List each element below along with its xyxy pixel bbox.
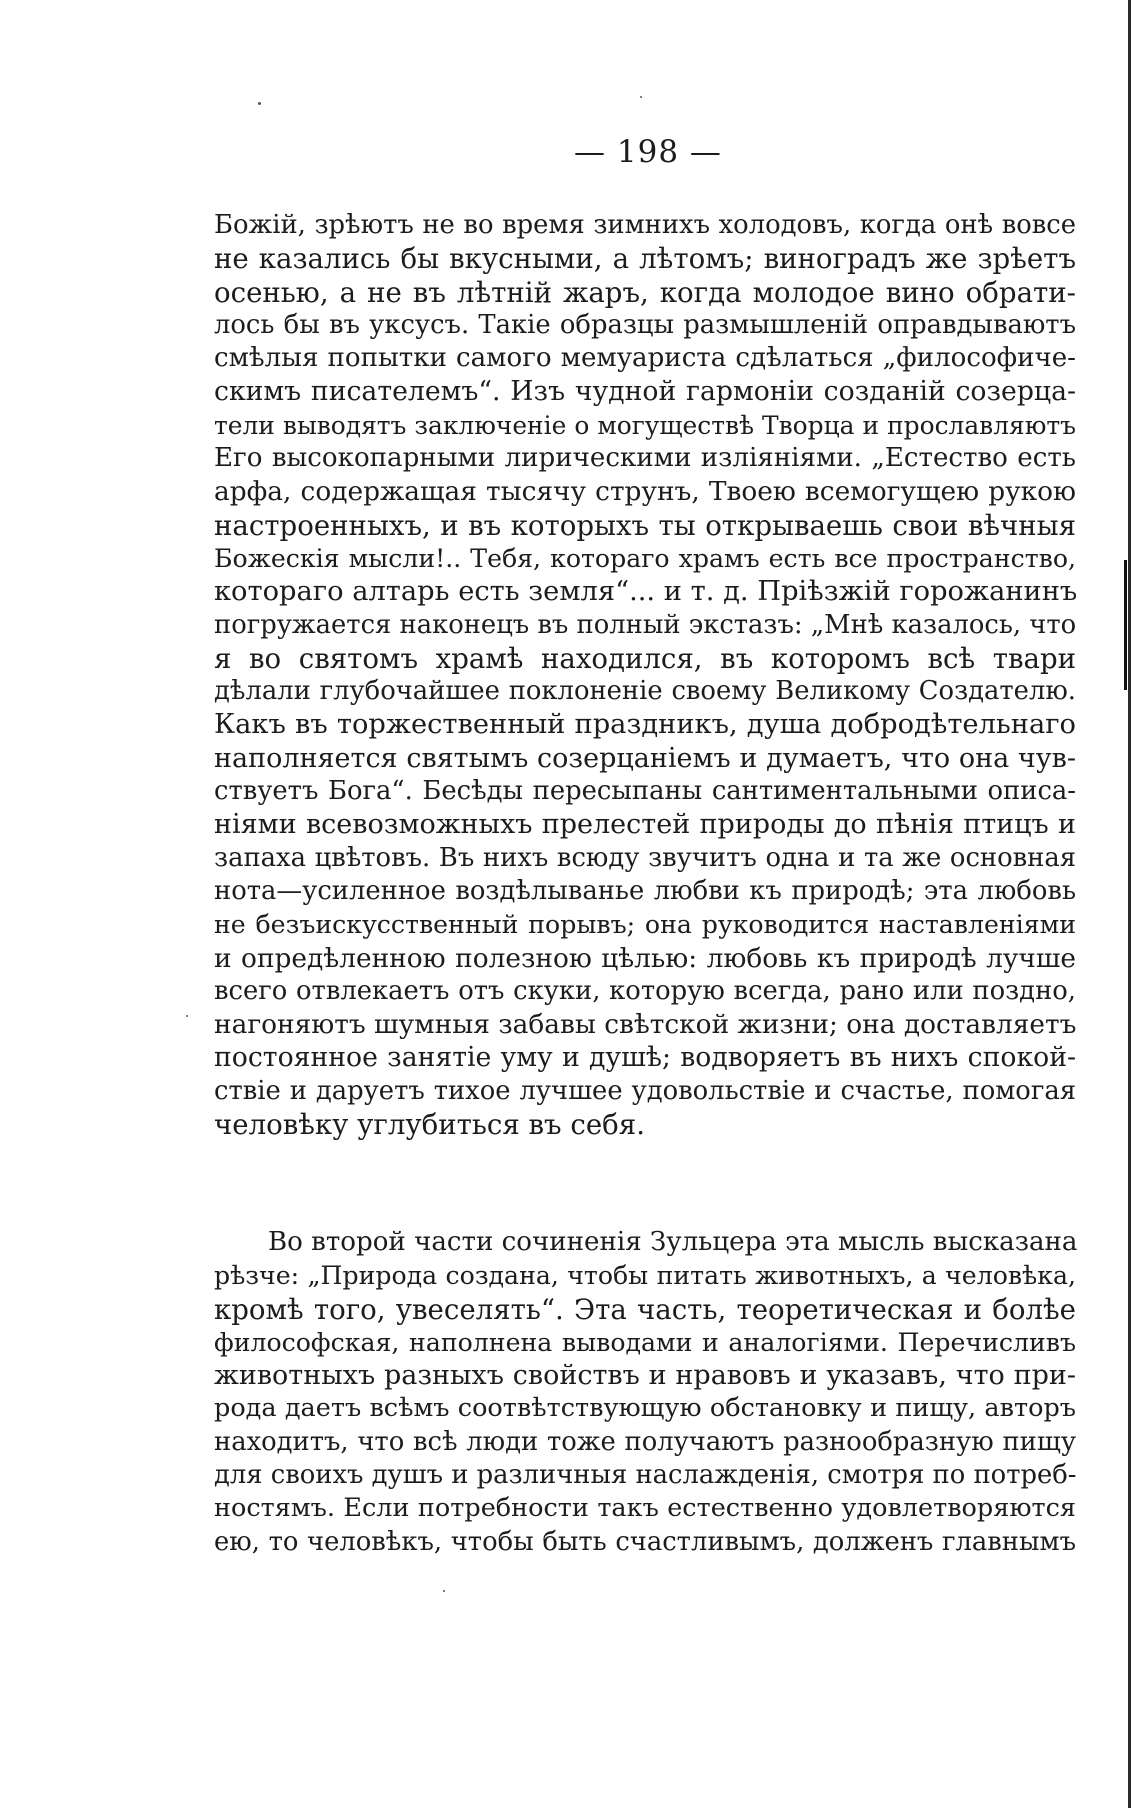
text-line: находитъ, что всѣ люди тоже получаютъ разнообразную пищу	[214, 1426, 1076, 1457]
text-line: лось бы въ уксусъ. Такіе образцы размышленій оправдываютъ	[214, 309, 1076, 340]
text-line: ею, то человѣкъ, чтобы быть счастливымъ, долженъ главнымъ	[214, 1526, 1076, 1557]
text-line: наполняется святымъ созерцаніемъ и думаетъ, что она чув-	[214, 742, 1076, 774]
text-line: настроенныхъ, и въ которыхъ ты открываешь свои вѣчныя	[214, 508, 1076, 542]
page-number-header	[0, 134, 1140, 170]
ink-speck	[258, 102, 261, 105]
text-line: рода даетъ всѣмъ соотвѣтствующую обстановку и пищу, авторъ	[214, 1393, 1076, 1424]
paragraph-1	[214, 209, 1076, 1141]
text-line: не казались бы вкусными, а лѣтомъ; виноградъ же зрѣетъ	[214, 242, 1076, 276]
text-line: погружается наконецъ въ полный экстазъ: „Мнѣ казалось, что	[214, 609, 1077, 640]
text-line: Во второй части сочиненія Зульцера эта мысль высказана	[268, 1227, 1078, 1257]
text-line: дѣлали глубочайшее поклоненіе своему Великому Создателю.	[214, 676, 1076, 707]
text-line: котораго алтарь есть земля“... и т. д. Пріѣзжій горожанинъ	[214, 576, 1078, 608]
text-line: и опредѣленною полезною цѣлью: любовь къ природѣ лучше	[214, 942, 1076, 974]
text-line: всего отвлекаетъ отъ скуки, которую всегда, рано или поздно,	[214, 975, 1076, 1006]
text-line: философская, наполнена выводами и аналогіями. Перечисливъ	[214, 1327, 1076, 1357]
page-edge-shadow	[1128, 0, 1131, 1808]
text-line: я во святомъ храмѣ находился, въ которомъ всѣ твари	[214, 641, 1076, 675]
text-line: ствуетъ Бога“. Бесѣды пересыпаны сантиментальными описа-	[214, 776, 1076, 807]
text-line: тели выводятъ заключеніе о могуществѣ Творца и прославляютъ	[214, 410, 1076, 440]
text-line: ствіе и даруетъ тихое лучшее удовольствіе и счастье, помогая	[214, 1075, 1076, 1106]
text-line: Божій, зрѣютъ не во время зимнихъ холодовъ, когда онѣ вовсе	[214, 210, 1076, 240]
ink-speck	[640, 96, 642, 98]
page-edge-mark	[1124, 560, 1127, 690]
text-line: осенью, а не въ лѣтній жаръ, когда молодое вино обрати-	[214, 275, 1076, 309]
text-line: нагоняютъ шумныя забавы свѣтской жизни; она доставляетъ	[214, 1009, 1077, 1041]
ink-speck	[443, 1590, 445, 1592]
text-line: кромѣ того, увеселять“. Эта часть, теоретическая и болѣе	[214, 1292, 1076, 1326]
text-line: Божескія мысли!.. Тебя, котораго храмъ есть все пространство,	[214, 543, 1076, 573]
text-line: Его высокопарными лирическими изліяніями. „Естество есть	[214, 443, 1076, 474]
text-line: арфа, содержащая тысячу струнъ, Твоею всемогущею рукою	[214, 476, 1076, 508]
text-line: постоянное занятіе уму и душѣ; водворяетъ въ нихъ спокой-	[214, 1042, 1076, 1074]
page-number: — 198 —	[574, 134, 722, 170]
text-line: человѣку углубиться въ себя.	[214, 1108, 645, 1142]
text-line: ніями всевозможныхъ прелестей природы до пѣнія птицъ и	[214, 809, 1076, 841]
text-line: не безъискусственный порывъ; она руководится наставленіями	[214, 910, 1076, 940]
ink-speck	[186, 1015, 188, 1017]
paragraph-2	[214, 1226, 1076, 1559]
text-line: животныхъ разныхъ свойствъ и нравовъ и указавъ, что при-	[214, 1360, 1076, 1392]
text-line: ностямъ. Если потребности такъ естественно удовлетворяются	[214, 1493, 1076, 1524]
text-line: Какъ въ торжественный праздникъ, душа добродѣтельнаго	[214, 709, 1076, 741]
text-line: скимъ писателемъ“. Изъ чудной гармоніи созданій созерца-	[214, 376, 1076, 408]
text-line: рѣзче: „Природа создана, чтобы питать животныхъ, а человѣка,	[214, 1261, 1076, 1291]
text-line: запаха цвѣтовъ. Въ нихъ всюду звучитъ одна и та же основная	[214, 842, 1076, 873]
text-line: нота—усиленное воздѣлыванье любви къ природѣ; эта любовь	[214, 875, 1076, 906]
text-line: для своихъ душъ и различныя наслажденія, смотря по потреб-	[214, 1460, 1077, 1491]
text-line: смѣлыя попытки самого мемуариста сдѣлаться „философиче-	[214, 343, 1076, 374]
